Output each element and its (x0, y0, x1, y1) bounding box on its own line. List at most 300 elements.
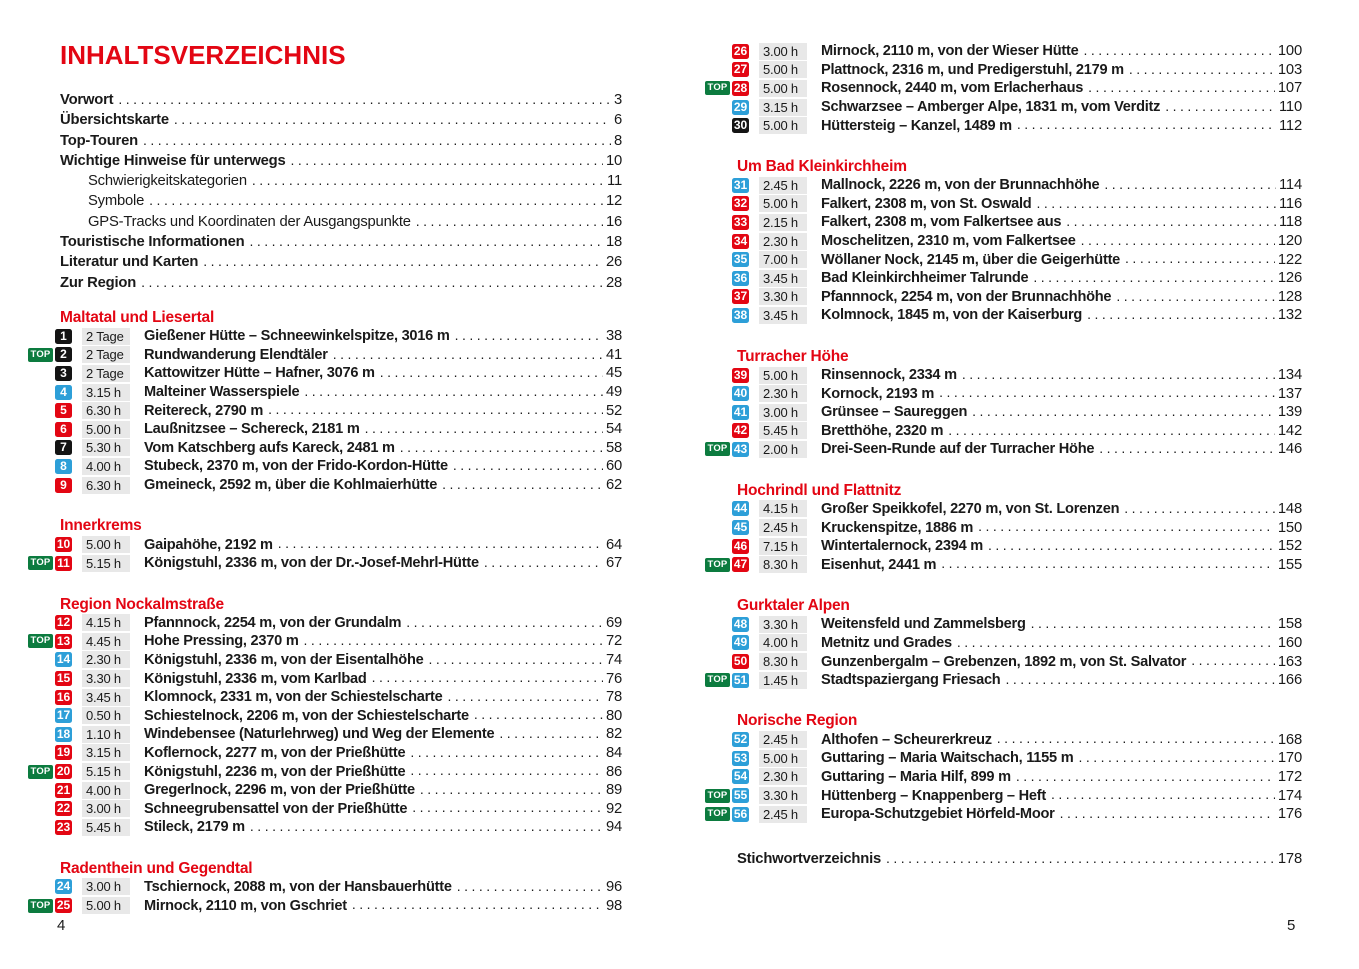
section-heading: Um Bad Kleinkirchheim (737, 157, 907, 175)
book-page-left (28, 0, 622, 915)
tour-duration: 5.00 h (759, 80, 807, 97)
top-badge: TOP (28, 765, 53, 779)
tour-title: Rinsennock, 2334 m (821, 367, 957, 384)
tour-entry (28, 688, 622, 707)
tour-entry (705, 422, 1302, 441)
page-ref: 64 (605, 536, 622, 553)
tour-duration: 3.45 h (82, 689, 130, 706)
entry-label: Vorwort (60, 92, 114, 108)
tour-entry (28, 706, 622, 725)
tour-entry (28, 896, 622, 915)
leader-dots (268, 401, 603, 417)
page-ref: 107 (1277, 80, 1302, 97)
leader-dots (1104, 176, 1276, 192)
tour-number-badge: 36 (733, 270, 748, 285)
tour-number-badge: 30 (733, 118, 748, 133)
tour-title: Hohe Pressing, 2370 m (144, 633, 299, 650)
tour-number-badge: 6 (55, 422, 72, 437)
tour-title: Königstuhl, 2236 m, von der Prießhütte (144, 763, 406, 780)
page-ref: 12 (605, 193, 622, 210)
leader-dots (410, 744, 603, 760)
tour-number-badge: 17 (56, 708, 71, 723)
tour-title: Stubeck, 2370 m, von der Frido-Kordon-Hütte (144, 458, 448, 475)
page-ref: 166 (1277, 672, 1302, 689)
front-matter-entry (60, 131, 622, 151)
toc-section (28, 308, 622, 494)
tour-duration: 0.50 h (82, 707, 130, 724)
tour-title: Wintertalernock, 2394 m (821, 538, 984, 555)
page-ref: 92 (605, 800, 622, 817)
tour-duration: 1.10 h (82, 726, 130, 743)
toc-section (28, 595, 622, 837)
page-ref: 72 (605, 633, 622, 650)
tour-duration: 2.45 h (759, 519, 807, 536)
tour-title: Königstuhl, 2336 m, von der Eisentalhöhe (144, 651, 424, 668)
toc-section (705, 711, 1302, 823)
page-ref: 139 (1277, 404, 1302, 421)
tour-entry (705, 306, 1302, 325)
tour-number-badge: 41 (733, 404, 748, 419)
page-ref: 120 (1277, 233, 1302, 250)
tour-entry (28, 651, 622, 670)
leader-dots (1078, 749, 1274, 765)
leader-dots (455, 327, 603, 343)
leader-dots (1066, 213, 1276, 229)
tour-duration: 2.45 h (759, 731, 807, 748)
top-badge: TOP (28, 556, 53, 570)
tour-number-badge: 39 (733, 367, 748, 382)
tour-entry (705, 288, 1302, 307)
top-badge-slot (28, 899, 55, 913)
page-ref: 118 (1279, 214, 1302, 231)
tour-duration: 8.30 h (759, 653, 807, 670)
page-ref: 94 (605, 819, 622, 836)
tour-number-badge: 54 (733, 769, 748, 784)
tour-duration: 3.30 h (759, 787, 807, 804)
tour-entry (28, 420, 622, 439)
tour-number-badge: 55 (733, 788, 748, 803)
tour-number-badge: 23 (56, 819, 71, 834)
tour-number-badge: 20 (56, 764, 71, 779)
leader-dots (149, 191, 603, 210)
section-heading: Turracher Höhe (737, 347, 849, 365)
tour-number-badge: 40 (733, 386, 748, 401)
tour-number-badge: 24 (56, 879, 71, 894)
page-ref: 126 (1277, 270, 1302, 287)
page-ref: 174 (1277, 787, 1302, 804)
leader-dots (304, 632, 603, 648)
tour-number-badge: 29 (733, 99, 748, 114)
tour-entry (28, 383, 622, 402)
leader-dots (1087, 306, 1275, 322)
leader-dots (457, 878, 603, 894)
tour-number-badge: 12 (56, 615, 71, 630)
tour-entry (28, 535, 622, 554)
page-ref: 137 (1277, 385, 1302, 402)
tour-duration: 4.00 h (82, 458, 130, 475)
tour-entry (28, 878, 622, 897)
leader-dots (1165, 98, 1276, 114)
tour-entry (705, 768, 1302, 787)
tour-duration: 5.15 h (82, 555, 130, 572)
tour-duration: 5.45 h (759, 422, 807, 439)
section-heading: Hochrindl und Flattnitz (737, 481, 902, 499)
top-badge-slot (705, 81, 732, 95)
leader-dots (1129, 61, 1275, 77)
page-ref: 6 (613, 112, 622, 129)
leader-dots (1116, 288, 1275, 304)
entry-label: Symbole (88, 193, 145, 210)
tour-duration: 7.15 h (759, 538, 807, 555)
tour-duration: 4.15 h (759, 500, 807, 517)
tour-title: Mirnock, 2110 m, von der Wieser Hütte (821, 43, 1079, 60)
page-ref: 3 (613, 92, 622, 108)
top-badge: TOP (705, 558, 730, 572)
tour-entry (28, 439, 622, 458)
leader-dots (448, 688, 603, 704)
leader-dots (1051, 786, 1275, 802)
entry-label: Schwierigkeitskategorien (88, 173, 247, 190)
tour-title: Hüttersteig – Kanzel, 1489 m (821, 117, 1012, 134)
tour-duration: 5.00 h (759, 117, 807, 134)
front-matter-entry (88, 171, 622, 191)
tour-entry (28, 632, 622, 651)
tour-entry (705, 384, 1302, 403)
tour-number-badge: 53 (733, 750, 748, 765)
tour-title: Guttaring – Maria Waitschach, 1155 m (821, 750, 1074, 767)
top-badge-slot (705, 789, 732, 803)
tour-number-badge: 50 (733, 654, 748, 669)
toc-section (28, 859, 622, 915)
tour-number-badge: 33 (733, 214, 748, 229)
top-badge-slot (705, 558, 732, 572)
page-ref: 152 (1277, 538, 1302, 555)
book-page-right (705, 0, 1302, 870)
tour-duration: 3.15 h (759, 99, 807, 116)
page-ref: 134 (1277, 367, 1302, 384)
leader-dots (410, 762, 603, 778)
page-ref: 96 (605, 878, 622, 895)
tour-title: Bretthöhe, 2320 m (821, 422, 944, 439)
leader-dots (1016, 768, 1275, 784)
tour-number-badge: 37 (733, 289, 748, 304)
page-ref: 11 (607, 173, 622, 190)
tour-duration: 3.30 h (759, 616, 807, 633)
leader-dots (1088, 79, 1275, 95)
tour-title: Vom Katschberg aufs Kareck, 2481 m (144, 439, 395, 456)
front-matter-entry (88, 212, 622, 232)
tour-number-badge: 46 (733, 538, 748, 553)
leader-dots (1125, 250, 1275, 266)
tour-title: Schiestelnock, 2206 m, von der Schiestelscharte (144, 707, 469, 724)
top-badge: TOP (705, 807, 730, 821)
tour-number-badge: 18 (56, 726, 71, 741)
page-ref: 146 (1277, 441, 1302, 458)
leader-dots (143, 131, 611, 150)
tour-number-badge: 2 (55, 347, 72, 362)
page-ref: 155 (1277, 556, 1302, 573)
page-ref: 67 (605, 555, 622, 572)
section-heading: Innerkrems (60, 517, 142, 535)
tour-number-badge: 8 (55, 459, 72, 474)
tour-duration: 2.45 h (759, 806, 807, 823)
tour-entry (28, 614, 622, 633)
tour-entry (705, 98, 1302, 117)
tour-number-badge: 44 (733, 501, 748, 516)
page-ref: 172 (1277, 768, 1302, 785)
page-ref: 16 (605, 213, 622, 230)
front-matter-entry (60, 252, 622, 272)
tour-duration: 2.30 h (759, 233, 807, 250)
tour-number-badge: 19 (56, 745, 71, 760)
tour-title: Koflernock, 2277 m, von der Prießhütte (144, 744, 406, 761)
section-heading: Region Nockalmstraße (60, 595, 224, 613)
tour-number-badge: 51 (733, 672, 748, 687)
leader-dots (1081, 232, 1275, 248)
tour-title: Moschelitzen, 2310 m, vom Falkertsee (821, 233, 1076, 250)
tour-title: Wöllaner Nock, 2145 m, über die Geigerhütte (821, 251, 1121, 268)
page-ref: 142 (1277, 422, 1302, 439)
tour-title: Windebensee (Naturlehrweg) und Weg der Elemente (144, 726, 495, 743)
tour-title: Europa-Schutzgebiet Hörfeld-Moor (821, 806, 1055, 823)
tour-title: Falkert, 2308 m, vom Falkertsee aus (821, 214, 1062, 231)
tour-entry (28, 818, 622, 837)
tour-title: Guttaring – Maria Hilf, 899 m (821, 768, 1011, 785)
top-badge: TOP (28, 348, 53, 362)
tour-duration: 5.30 h (82, 439, 130, 456)
page-ref: 100 (1277, 43, 1302, 60)
tour-title: Gmeineck, 2592 m, über die Kohlmaierhütte (144, 477, 438, 494)
page-ref: 86 (605, 763, 622, 780)
tour-number-badge: 7 (55, 440, 72, 455)
tour-title: Gießener Hütte – Schneewinkelspitze, 3016 m (144, 328, 450, 345)
tour-number-badge: 13 (56, 633, 71, 648)
tour-entry (28, 781, 622, 800)
page-ref: 178 (1277, 851, 1302, 868)
page-ref: 28 (605, 274, 622, 291)
tour-entry (705, 652, 1302, 671)
toc-section (28, 516, 622, 572)
tour-entry (705, 42, 1302, 61)
tour-entry (705, 749, 1302, 768)
toc-section (705, 157, 1302, 325)
front-matter-entry (60, 90, 622, 110)
tour-entry (705, 555, 1302, 574)
entry-label: Literatur und Karten (60, 254, 199, 271)
page-ref: 18 (605, 234, 622, 251)
leader-dots (442, 476, 603, 492)
toc-section (705, 347, 1302, 459)
tour-duration: 5.45 h (82, 819, 130, 836)
tour-duration: 2 Tage (82, 328, 130, 345)
tour-title: Falkert, 2308 m, von St. Oswald (821, 195, 1032, 212)
top-badge-slot (705, 807, 732, 821)
page-ref: 122 (1277, 251, 1302, 268)
leader-dots (249, 232, 603, 251)
page-ref: 54 (605, 421, 622, 438)
page-ref: 62 (605, 477, 622, 494)
tour-duration: 3.00 h (759, 404, 807, 421)
tour-entry (705, 116, 1302, 135)
tour-entry (28, 364, 622, 383)
leader-dots (304, 383, 603, 399)
tour-number-badge: 11 (55, 556, 72, 571)
page-ref: 60 (605, 458, 622, 475)
tour-title: Gregerlnock, 2296 m, von der Prießhütte (144, 782, 415, 799)
tour-duration: 5.00 h (759, 750, 807, 767)
tour-entry (705, 403, 1302, 422)
tour-title: Eisenhut, 2441 m (821, 556, 937, 573)
entry-label: Zur Region (60, 274, 137, 291)
page-ref: 69 (605, 614, 622, 631)
tour-number-badge: 25 (56, 898, 71, 913)
tour-title: Gaipahöhe, 2192 m (144, 536, 273, 553)
tour-entry (705, 615, 1302, 634)
tour-entry (705, 366, 1302, 385)
index-entry (737, 849, 1302, 869)
tour-number-badge: 15 (56, 671, 71, 686)
section-heading: Norische Region (737, 712, 858, 730)
tour-entry (705, 671, 1302, 690)
leader-dots (352, 896, 603, 912)
entry-label: Wichtige Hinweise für unterwegs (60, 152, 286, 169)
page-ref: 10 (605, 152, 622, 169)
tour-title: Rundwanderung Elendtäler (144, 346, 328, 363)
page-ref: 98 (605, 897, 622, 914)
leader-dots (1036, 195, 1276, 211)
tour-title: Hüttenberg – Knappenberg – Heft (821, 787, 1046, 804)
toc-section (705, 42, 1302, 135)
tour-duration: 5.00 h (82, 536, 130, 553)
tour-title: Weitensfeld und Zammelsberg (821, 616, 1026, 633)
tour-duration: 3.00 h (82, 878, 130, 895)
page-ref: 52 (605, 402, 622, 419)
page-ref: 170 (1277, 750, 1302, 767)
leader-dots (941, 555, 1275, 571)
tour-number-badge: 47 (733, 557, 748, 572)
page-ref: 49 (605, 384, 622, 401)
tour-entry (705, 518, 1302, 537)
page-title: INHALTSVERZEICHNIS (60, 40, 346, 70)
tour-entry (705, 61, 1302, 80)
book-page-number-left: 4 (57, 917, 66, 934)
tour-title: Schneegrubensattel von der Prießhütte (144, 800, 408, 817)
page-ref: 150 (1277, 519, 1302, 536)
front-matter-entry (60, 232, 622, 252)
entry-label: Touristische Informationen (60, 234, 245, 251)
front-matter-entry (88, 191, 622, 211)
tour-entry (705, 250, 1302, 269)
leader-dots (141, 273, 603, 292)
tour-title: Gunzenbergalm – Grebenzen, 1892 m, von St. Salvator (821, 653, 1187, 670)
tour-duration: 5.00 h (759, 61, 807, 78)
leader-dots (1060, 805, 1275, 821)
tour-number-badge: 52 (733, 732, 748, 747)
leader-dots (988, 537, 1275, 553)
tour-number-badge: 49 (733, 635, 748, 650)
tour-entry (705, 786, 1302, 805)
tour-duration: 2.30 h (82, 651, 130, 668)
leader-dots (420, 781, 603, 797)
page-ref: 116 (1279, 195, 1302, 212)
tour-number-badge: 16 (56, 689, 71, 704)
tour-duration: 6.30 h (82, 477, 130, 494)
tour-duration: 7.00 h (759, 251, 807, 268)
tour-entry (705, 730, 1302, 749)
tour-number-badge: 56 (733, 806, 748, 821)
leader-dots (948, 422, 1275, 438)
tour-title: Klomnock, 2331 m, von der Schiestelscharte (144, 689, 443, 706)
tour-number-badge: 45 (733, 520, 748, 535)
tour-number-badge: 9 (55, 478, 72, 493)
leader-dots (453, 457, 603, 473)
tour-duration: 2 Tage (82, 365, 130, 382)
top-badge: TOP (705, 81, 730, 95)
leader-dots (406, 614, 603, 630)
front-matter-entry (60, 273, 622, 293)
toc-section (705, 481, 1302, 574)
leader-dots (412, 799, 603, 815)
top-badge-slot (28, 348, 55, 362)
leader-dots (372, 669, 603, 685)
leader-dots (939, 384, 1275, 400)
page-ref: 176 (1277, 806, 1302, 823)
top-badge-slot (705, 673, 732, 687)
leader-dots (333, 346, 603, 362)
leader-dots (429, 651, 603, 667)
tour-title: Kruckenspitze, 1886 m (821, 519, 974, 536)
tour-duration: 3.45 h (759, 307, 807, 324)
tour-entry (705, 176, 1302, 195)
tour-number-badge: 3 (55, 366, 72, 381)
leader-dots (972, 403, 1275, 419)
leader-dots (1083, 42, 1274, 58)
tour-entry (28, 669, 622, 688)
tour-entry (28, 401, 622, 420)
tour-title: Althofen – Scheurerkreuz (821, 731, 992, 748)
page-ref: 132 (1277, 307, 1302, 324)
tour-title: Tschiernock, 2088 m, von der Hansbauerhütte (144, 878, 452, 895)
tour-number-badge: 21 (56, 782, 71, 797)
tour-number-badge: 38 (733, 307, 748, 322)
leader-dots (1017, 116, 1276, 132)
page-ref: 168 (1277, 731, 1302, 748)
leader-dots (1033, 269, 1275, 285)
tour-duration: 4.00 h (759, 634, 807, 651)
tour-number-badge: 32 (733, 196, 748, 211)
tour-number-badge: 35 (733, 252, 748, 267)
tour-entry (28, 554, 622, 573)
section-heading: Radenthein und Gegendtal (60, 859, 253, 877)
page-ref: 158 (1277, 616, 1302, 633)
leader-dots (252, 171, 604, 190)
page-ref: 26 (605, 254, 622, 271)
page-ref: 89 (605, 782, 622, 799)
top-badge-slot (28, 634, 55, 648)
leader-dots (118, 90, 611, 109)
page-ref: 80 (605, 707, 622, 724)
page-ref: 78 (605, 689, 622, 706)
leader-dots (380, 364, 603, 380)
tour-title: Schwarzsee – Amberger Alpe, 1831 m, vom Verditz (821, 99, 1161, 116)
tour-entry (28, 799, 622, 818)
tour-entry (28, 476, 622, 495)
top-badge: TOP (705, 442, 730, 456)
tour-number-badge: 26 (733, 43, 748, 58)
top-badge-slot (28, 556, 55, 570)
tour-duration: 3.15 h (82, 744, 130, 761)
tour-title: Plattnock, 2316 m, und Predigerstuhl, 2179 m (821, 61, 1124, 78)
